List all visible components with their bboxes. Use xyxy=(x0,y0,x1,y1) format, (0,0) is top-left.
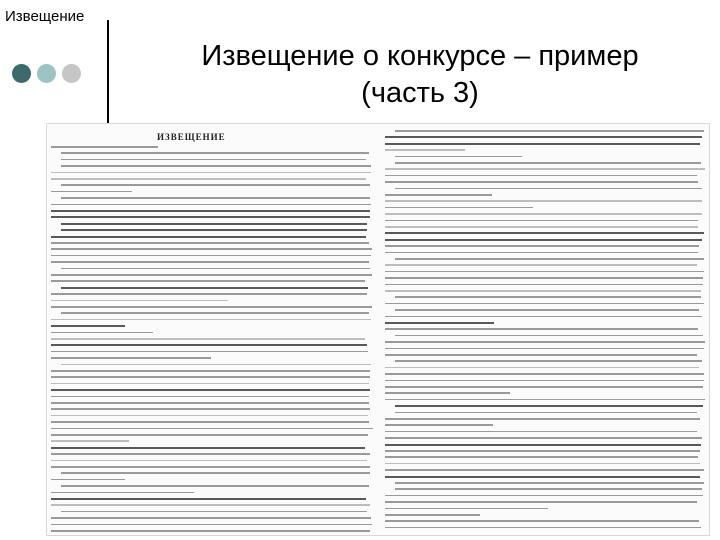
scanned-text-line xyxy=(385,149,465,151)
scanned-text-line xyxy=(51,325,125,327)
scanned-text-line xyxy=(51,383,369,385)
scanned-text-line xyxy=(385,200,702,202)
scanned-text-line xyxy=(395,488,702,490)
scanned-text-line xyxy=(385,207,533,209)
scanned-text-line xyxy=(395,156,522,158)
scanned-text-line xyxy=(385,418,700,420)
vertical-divider xyxy=(107,20,109,126)
scanned-text-line xyxy=(385,284,703,286)
scanned-text-line xyxy=(51,332,153,334)
document-heading: ИЗВЕЩЕНИЕ xyxy=(157,132,226,142)
scanned-text-line xyxy=(51,524,372,526)
scanned-text-line xyxy=(61,229,367,231)
scanned-text-line xyxy=(51,415,368,417)
scanned-text-line xyxy=(385,354,697,356)
scanned-text-line xyxy=(51,370,370,372)
scanned-text-line xyxy=(51,306,372,308)
scanned-document-image xyxy=(46,123,710,536)
scanned-text-line xyxy=(51,293,367,295)
scanned-text-line xyxy=(395,309,699,311)
scanned-text-line xyxy=(395,188,702,190)
scanned-text-line xyxy=(51,210,370,212)
scanned-text-line xyxy=(51,402,369,404)
scanned-text-line xyxy=(385,527,701,529)
scanned-text-line xyxy=(395,482,704,484)
scanned-text-line xyxy=(51,178,366,180)
scanned-text-line xyxy=(395,360,702,362)
scanned-text-line xyxy=(61,159,366,161)
decorative-dots xyxy=(12,64,81,83)
scanned-text-line xyxy=(51,408,370,410)
scanned-text-line xyxy=(385,348,704,350)
scanned-text-line xyxy=(51,504,370,506)
dot-light xyxy=(62,64,81,83)
scanned-text-line xyxy=(61,152,369,154)
scanned-text-line xyxy=(385,469,704,471)
scanned-text-line xyxy=(51,280,365,282)
scanned-text-line xyxy=(51,479,125,481)
scanned-text-line xyxy=(385,239,702,241)
scanned-text-line xyxy=(385,213,702,215)
document-column-left xyxy=(47,124,379,535)
scanned-text-line xyxy=(51,204,371,206)
scanned-text-line xyxy=(51,216,370,218)
scanned-text-line xyxy=(51,344,367,346)
scanned-text-line xyxy=(51,146,158,148)
scanned-text-line xyxy=(51,498,366,500)
scanned-text-line xyxy=(395,412,697,414)
scanned-text-line xyxy=(385,245,699,247)
scanned-text-line xyxy=(51,447,365,449)
scanned-text-line xyxy=(51,530,370,532)
scanned-text-line xyxy=(61,511,367,513)
scanned-text-line xyxy=(385,495,703,497)
scanned-text-line xyxy=(51,319,371,321)
scanned-text-line xyxy=(61,364,371,366)
scanned-text-line xyxy=(385,181,698,183)
scanned-text-line xyxy=(385,444,701,446)
scanned-text-line xyxy=(385,399,705,401)
title-line-1: Извещение о конкурсе – пример xyxy=(201,40,639,72)
scanned-text-line xyxy=(51,242,369,244)
scanned-text-line xyxy=(385,226,698,228)
scanned-text-line xyxy=(385,232,704,234)
scanned-text-line xyxy=(51,466,370,468)
scanned-text-line xyxy=(385,437,702,439)
scanned-text-line xyxy=(385,220,698,222)
scanned-text-line xyxy=(385,143,700,145)
dot-medium xyxy=(37,64,56,83)
scanned-text-line xyxy=(61,485,369,487)
scanned-text-line xyxy=(51,428,373,430)
scanned-text-line xyxy=(385,290,701,292)
scanned-text-line xyxy=(385,303,704,305)
scanned-text-line xyxy=(385,392,510,394)
scanned-text-line xyxy=(51,255,371,257)
title-line-2: (часть 3) xyxy=(361,77,479,109)
scanned-text-line xyxy=(51,517,371,519)
scanned-text-line xyxy=(395,335,703,337)
scanned-text-line xyxy=(61,197,370,199)
scanned-text-line xyxy=(385,476,700,478)
scanned-text-line xyxy=(395,130,704,132)
scanned-text-line xyxy=(61,223,367,225)
scanned-text-line xyxy=(385,168,705,170)
section-label: Извещение xyxy=(5,8,85,25)
scanned-text-line xyxy=(385,194,492,196)
scanned-text-line xyxy=(51,274,372,276)
scanned-text-line xyxy=(51,261,369,263)
scanned-text-line xyxy=(385,271,704,273)
scanned-text-line xyxy=(51,357,211,359)
scanned-text-line xyxy=(395,258,704,260)
scanned-text-line xyxy=(385,175,697,177)
scanned-text-line xyxy=(385,316,702,318)
scanned-text-line xyxy=(385,450,700,452)
scanned-text-line xyxy=(51,172,371,174)
scanned-text-line xyxy=(51,440,129,442)
scanned-text-line xyxy=(385,277,703,279)
scanned-text-line xyxy=(61,165,371,167)
scanned-text-line xyxy=(61,472,370,474)
scanned-text-line xyxy=(385,386,703,388)
scanned-text-line xyxy=(61,268,370,270)
scanned-text-line xyxy=(51,460,367,462)
scanned-text-line xyxy=(51,236,366,238)
dot-dark xyxy=(12,64,31,83)
scanned-text-line xyxy=(51,376,370,378)
scanned-text-line xyxy=(385,520,699,522)
scanned-text-line xyxy=(385,431,697,433)
scanned-text-line xyxy=(51,300,228,302)
scanned-text-line xyxy=(385,322,494,324)
scanned-text-line xyxy=(395,296,701,298)
scanned-text-line xyxy=(395,405,703,407)
scanned-text-line xyxy=(51,191,132,193)
scanned-text-line xyxy=(51,338,365,340)
scanned-text-line xyxy=(51,453,370,455)
scanned-text-line xyxy=(61,184,370,186)
scanned-text-line xyxy=(385,456,698,458)
scanned-text-line xyxy=(385,373,704,375)
document-column-right xyxy=(381,124,711,535)
scanned-text-line xyxy=(385,501,697,503)
scanned-text-line xyxy=(395,162,701,164)
scanned-text-line xyxy=(385,328,698,330)
scanned-text-line xyxy=(385,252,698,254)
scanned-text-line xyxy=(385,136,702,138)
scanned-text-line xyxy=(51,421,369,423)
scanned-text-line xyxy=(385,380,704,382)
scanned-text-line xyxy=(61,312,369,314)
scanned-text-line xyxy=(51,434,368,436)
scanned-text-line xyxy=(51,492,194,494)
slide-title xyxy=(120,38,720,112)
scanned-text-line xyxy=(385,367,699,369)
scanned-text-line xyxy=(385,514,480,516)
scanned-text-line xyxy=(51,396,369,398)
scanned-text-line xyxy=(61,287,368,289)
scanned-text-line xyxy=(385,508,548,510)
scanned-text-line xyxy=(385,463,700,465)
scanned-text-line xyxy=(51,248,372,250)
scanned-text-line xyxy=(51,389,370,391)
scanned-text-line xyxy=(385,341,705,343)
scanned-text-line xyxy=(385,424,493,426)
scanned-text-line xyxy=(385,264,697,266)
scanned-text-line xyxy=(51,351,368,353)
